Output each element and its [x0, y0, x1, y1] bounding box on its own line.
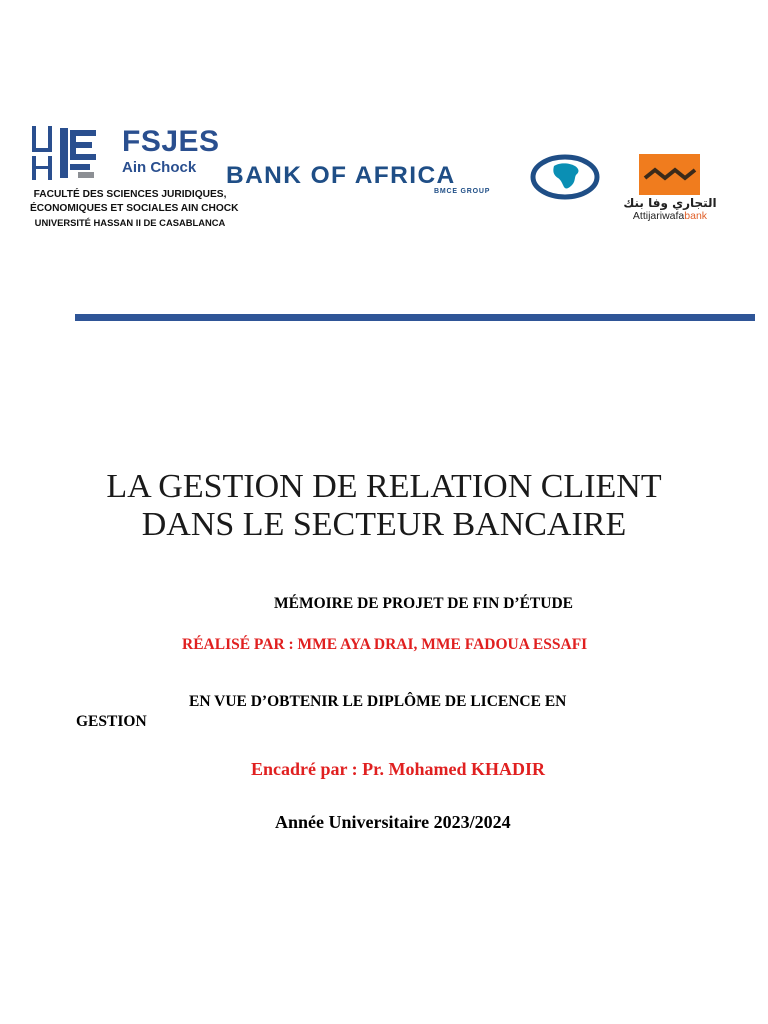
uh-monogram-icon — [30, 124, 114, 182]
academic-year: Année Universitaire 2023/2024 — [275, 812, 511, 832]
authors-line: RÉALISÉ PAR : MME AYA DRAI, MME FADOUA ESSAFI — [182, 636, 588, 653]
title-line-1: LA GESTION DE RELATION CLIENT — [106, 468, 662, 505]
supervisor-line: Encadré par : Pr. Mohamed KHADIR — [251, 759, 545, 779]
africa-continent-icon — [530, 154, 600, 200]
attijariwafa-latin-name — [620, 210, 720, 222]
bank-of-africa-logo — [226, 150, 606, 206]
bank-of-africa-name: BANK OF AFRICA — [226, 162, 456, 189]
degree-line-2: GESTION — [76, 713, 147, 730]
memoire-subtitle: MÉMOIRE DE PROJET DE FIN D’ÉTUDE — [274, 595, 573, 612]
attijariwafa-logo — [620, 152, 730, 227]
fsjes-name: FSJES — [122, 125, 220, 158]
fsjes-line-2: ÉCONOMIQUES ET SOCIALES AIN CHOCK — [30, 203, 239, 214]
attijariwafa-bank-word: bank — [684, 210, 708, 222]
attijariwafa-word: Attijariwafa — [632, 210, 685, 222]
title-line-2: DANS LE SECTEUR BANCAIRE — [141, 506, 627, 543]
bank-of-africa-group: BMCE GROUP — [434, 188, 491, 195]
fsjes-campus: Ain Chock — [122, 159, 197, 176]
attijariwafa-emblem-icon — [639, 154, 700, 195]
fsjes-line-3: UNIVERSITÉ HASSAN II DE CASABLANCA — [34, 217, 226, 228]
degree-line-1: EN VUE D’OBTENIR LE DIPLÔME DE LICENCE EN — [189, 693, 567, 710]
fsjes-logo — [30, 124, 239, 234]
fsjes-line-1: FACULTÉ DES SCIENCES JURIDIQUES, — [33, 189, 227, 200]
document-title — [0, 468, 768, 544]
attijariwafa-arabic-name: التجاري وفا بنك — [623, 196, 717, 210]
header-separator — [75, 314, 755, 321]
